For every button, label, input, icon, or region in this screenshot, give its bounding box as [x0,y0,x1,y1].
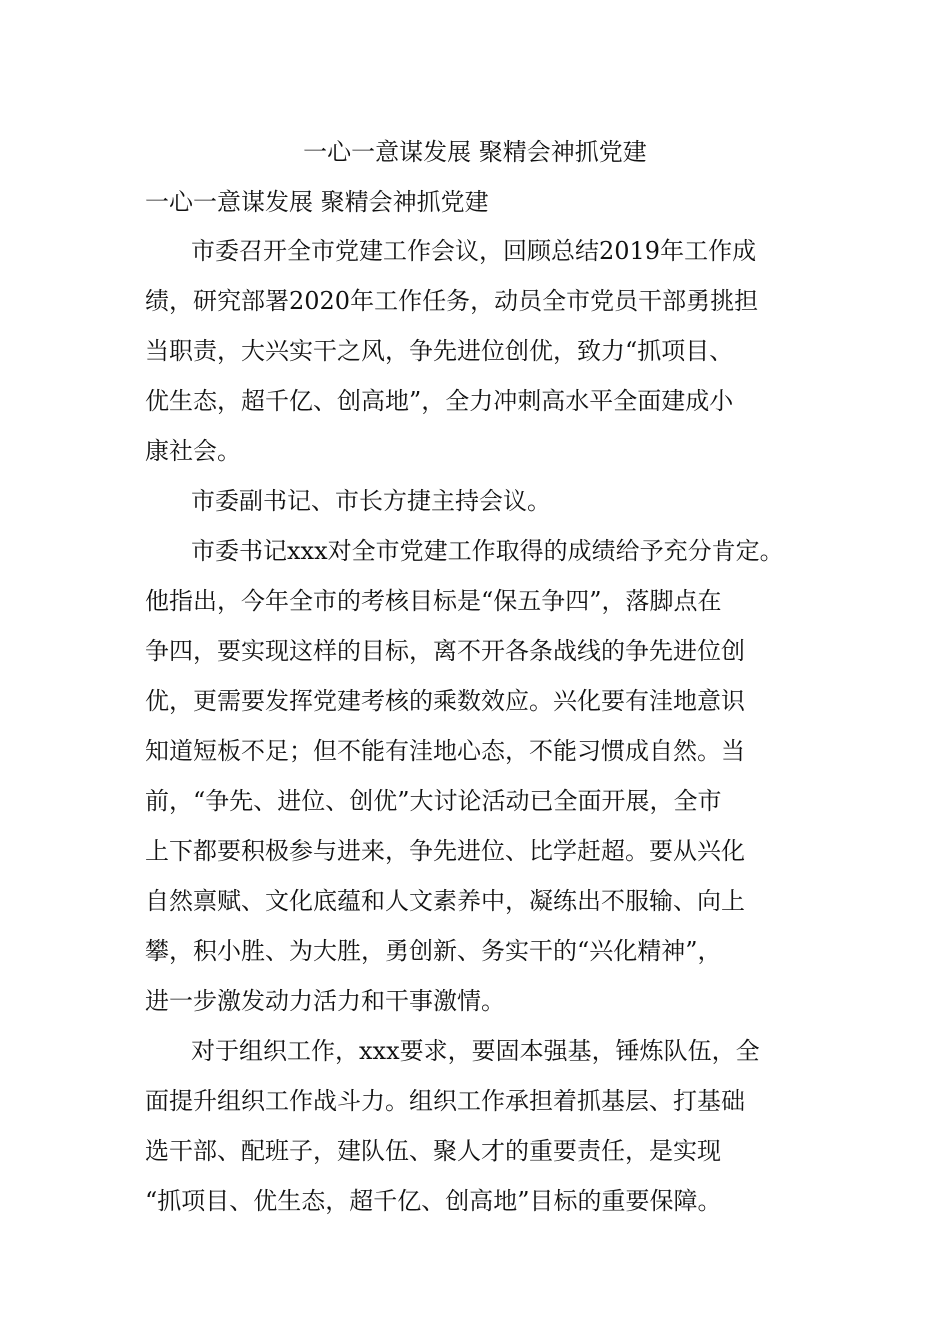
document-body [145,226,810,1226]
paragraph-line: 市委召开全市党建工作会议，回顾总结2019年工作成 [191,237,757,265]
paragraph-line: 争四，要实现这样的目标，离不开各条战线的争先进位创 [145,637,745,665]
paragraph-line: 攀，积小胜、为大胜，勇创新、务实干的“兴化精神”， [145,937,722,965]
paragraph-line: 自然禀赋、文化底蕴和人文素养中，凝练出不服输、向上 [145,887,745,915]
paragraph-line: 选干部、配班子，建队伍、聚人才的重要责任，是实现 [145,1137,721,1165]
paragraph-organization-work [145,1026,810,1226]
paragraph-line: 绩，研究部署2020年工作任务，动员全市党员干部勇挑担 [145,287,759,315]
paragraph-line: 对于组织工作，xxx要求，要固本强基，锤炼队伍，全 [191,1037,760,1065]
paragraph-line: 优，更需要发挥党建考核的乘数效应。兴化要有洼地意识 [145,687,745,715]
paragraph-line: 市委书记xxx对全市党建工作取得的成绩给予充分肯定。 [191,537,784,565]
document-title: 一心一意谋发展 聚精会神抓党建 [303,138,647,166]
paragraph-host [145,476,810,526]
document-subtitle: 一心一意谋发展 聚精会神抓党建 [145,188,489,216]
paragraph-line: 优生态，超千亿、创高地”，全力冲刺高水平全面建成小 [145,387,734,415]
paragraph-line: 市委副书记、市长方捷主持会议。 [191,487,551,515]
paragraph-line: 当职责，大兴实干之风，争先进位创优，致力“抓项目、 [145,337,734,365]
paragraph-line: 康社会。 [145,437,241,465]
paragraph-line: 面提升组织工作战斗力。组织工作承担着抓基层、打基础 [145,1087,745,1115]
paragraph-secretary-speech [145,526,810,1026]
paragraph-line: “抓项目、优生态，超千亿、创高地”目标的重要保障。 [145,1187,722,1215]
paragraph-line: 上下都要积极参与进来，争先进位、比学赶超。要从兴化 [145,837,745,865]
paragraph-line: 知道短板不足；但不能有洼地心态，不能习惯成自然。当 [145,737,745,765]
paragraph-line: 进一步激发动力活力和干事激情。 [145,987,505,1015]
paragraph-opening [145,226,810,476]
paragraph-line: 前，“争先、进位、创优”大讨论活动已全面开展，全市 [145,787,722,815]
paragraph-line: 他指出，今年全市的考核目标是“保五争四”，落脚点在 [145,587,722,615]
